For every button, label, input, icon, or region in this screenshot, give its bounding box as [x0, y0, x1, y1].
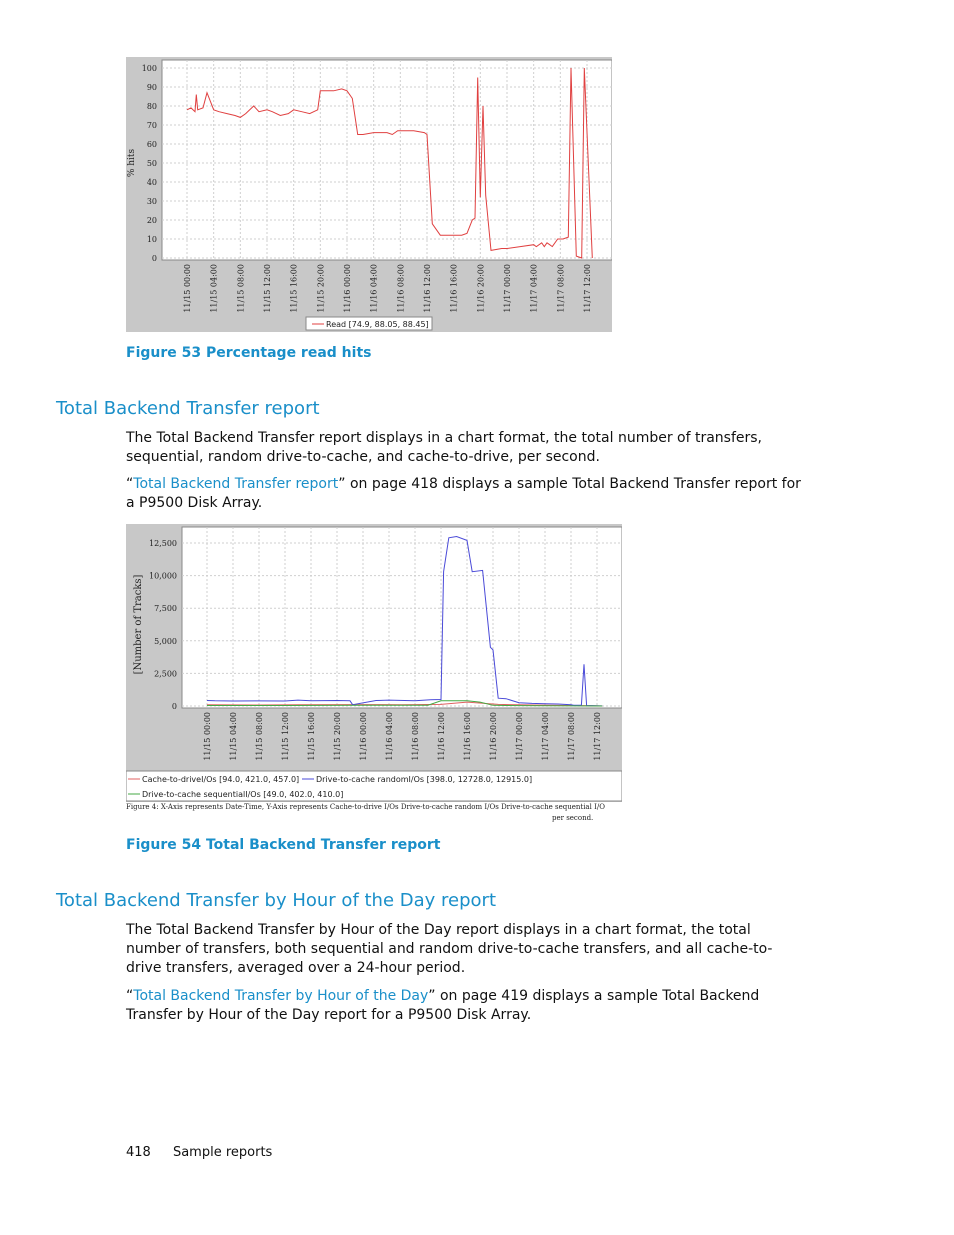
y-tick-label: 60	[146, 140, 157, 149]
x-tick-label: 11/16 00:00	[359, 712, 368, 761]
x-tick-label: 11/15 20:00	[333, 712, 342, 761]
y-tick-label: 80	[146, 102, 157, 111]
open-quote: “	[126, 476, 134, 492]
y-axis-label: [Number of Tracks]	[133, 574, 144, 675]
page-footer	[126, 1145, 272, 1160]
x-tick-label: 11/16 20:00	[476, 264, 486, 313]
x-tick-label: 11/17 04:00	[529, 264, 539, 313]
plot-area	[182, 527, 622, 708]
legend-label: Read [74.9, 88.05, 88.45]	[326, 320, 429, 329]
x-tick-label: 11/15 16:00	[289, 264, 299, 313]
figure-54-chart-svg	[126, 524, 622, 802]
paragraph-2-text: ” on page 418 displays a sample Total Backend Transfer report for a P9500 Disk Array.	[126, 476, 801, 511]
y-tick-label: 50	[146, 159, 157, 168]
y-tick-label: 90	[146, 83, 157, 92]
figure-53-chart-svg	[126, 57, 612, 332]
section-heading-by-hour-of-day: Total Backend Transfer by Hour of the Day report	[56, 890, 496, 911]
y-tick-label: 2,500	[154, 669, 177, 679]
open-quote: “	[126, 988, 134, 1004]
x-tick-label: 11/16 08:00	[411, 712, 420, 761]
y-tick-label: 70	[146, 121, 157, 130]
x-tick-label: 11/15 12:00	[263, 264, 272, 313]
x-tick-label: 11/17 00:00	[515, 712, 524, 761]
y-tick-label: 40	[146, 178, 157, 187]
x-tick-label: 11/17 08:00	[556, 264, 566, 313]
y-tick-label: 10	[146, 235, 157, 244]
x-tick-label: 11/16 12:00	[423, 264, 432, 313]
y-axis-label: % hits	[127, 148, 137, 178]
legend-label: Drive-to-cache randomI/Os [398.0, 12728.0, 12915.0]	[316, 775, 533, 784]
figure-53-chart	[126, 57, 612, 332]
x-tick-label: 11/16 20:00	[489, 712, 498, 761]
section-1-paragraph-2	[126, 475, 806, 513]
x-tick-label: 11/17 12:00	[593, 712, 602, 761]
link-total-backend-transfer-by-hour[interactable]: Total Backend Transfer by Hour of the Day	[133, 988, 429, 1004]
link-total-backend-transfer-report[interactable]: Total Backend Transfer report	[133, 476, 339, 492]
plot-area	[162, 60, 612, 260]
legend-label: Drive-to-cache sequentialI/Os [49.0, 402.0, 410.0]	[142, 790, 344, 799]
page-number: 418	[126, 1145, 151, 1160]
x-tick-label: 11/16 00:00	[343, 264, 352, 313]
x-tick-label: 11/17 00:00	[503, 264, 512, 313]
y-tick-label: 100	[141, 64, 157, 73]
x-tick-label: 11/15 16:00	[307, 712, 316, 761]
figure-54-note-line-1: Figure 4: X-Axis represents Date-Time, Y-Axis represents Cache-to-drive I/Os Drive-to-cache random I/Os Drive-to-cache sequential I/O	[126, 803, 605, 811]
figure-54-chart	[126, 524, 622, 802]
paragraph-2-text: ” on page 419 displays a sample Total Backend Transfer by Hour of the Day report for a P9500 Disk Array.	[126, 988, 760, 1023]
x-tick-label: 11/16 12:00	[437, 712, 446, 761]
x-tick-label: 11/15 00:00	[183, 264, 192, 313]
section-2-paragraph-1: The Total Backend Transfer by Hour of the Day report displays in a chart format, the total number of transfers, both sequential and random drive-to-cache transfers, and all cache-to-drive transfers, averaged over a 24-hour period.	[126, 922, 773, 976]
y-tick-label: 5,000	[154, 636, 177, 646]
y-tick-label: 30	[146, 197, 157, 206]
figure-54-caption: Figure 54 Total Backend Transfer report	[126, 837, 441, 853]
x-tick-label: 11/15 20:00	[316, 264, 326, 313]
x-tick-label: 11/16 08:00	[396, 264, 406, 313]
x-tick-label: 11/16 04:00	[385, 712, 394, 761]
x-tick-label: 11/16 16:00	[463, 712, 472, 761]
footer-section-title: Sample reports	[172, 1145, 273, 1160]
y-tick-label: 0	[151, 254, 157, 263]
section-2-paragraph-2	[126, 987, 806, 1025]
y-tick-label: 0	[171, 702, 177, 711]
y-tick-label: 12,500	[149, 539, 177, 548]
x-tick-label: 11/15 00:00	[203, 712, 212, 761]
legend-label: Cache-to-driveI/Os [94.0, 421.0, 457.0]	[142, 775, 300, 784]
section-heading-total-backend-transfer: Total Backend Transfer report	[56, 398, 320, 419]
x-tick-label: 11/15 12:00	[281, 712, 290, 761]
figure-53-caption: Figure 53 Percentage read hits	[126, 345, 372, 361]
x-tick-label: 11/15 04:00	[229, 712, 238, 761]
x-tick-label: 11/17 04:00	[541, 712, 550, 761]
x-tick-label: 11/15 08:00	[236, 264, 246, 313]
x-tick-label: 11/15 04:00	[209, 264, 219, 313]
x-tick-label: 11/16 16:00	[449, 264, 459, 313]
x-tick-label: 11/15 08:00	[255, 712, 264, 761]
x-tick-label: 11/17 12:00	[583, 264, 592, 313]
section-1-paragraph-1: The Total Backend Transfer report displays in a chart format, the total number of transfers, sequential, random drive-to-cache, and cache-to-drive, per second.	[126, 430, 763, 465]
y-tick-label: 10,000	[149, 571, 177, 581]
y-tick-label: 20	[146, 216, 157, 225]
x-tick-label: 11/16 04:00	[369, 264, 379, 313]
y-tick-label: 7,500	[154, 604, 177, 614]
x-tick-label: 11/17 08:00	[567, 712, 576, 761]
figure-54-note-line-2: per second.	[552, 814, 594, 822]
